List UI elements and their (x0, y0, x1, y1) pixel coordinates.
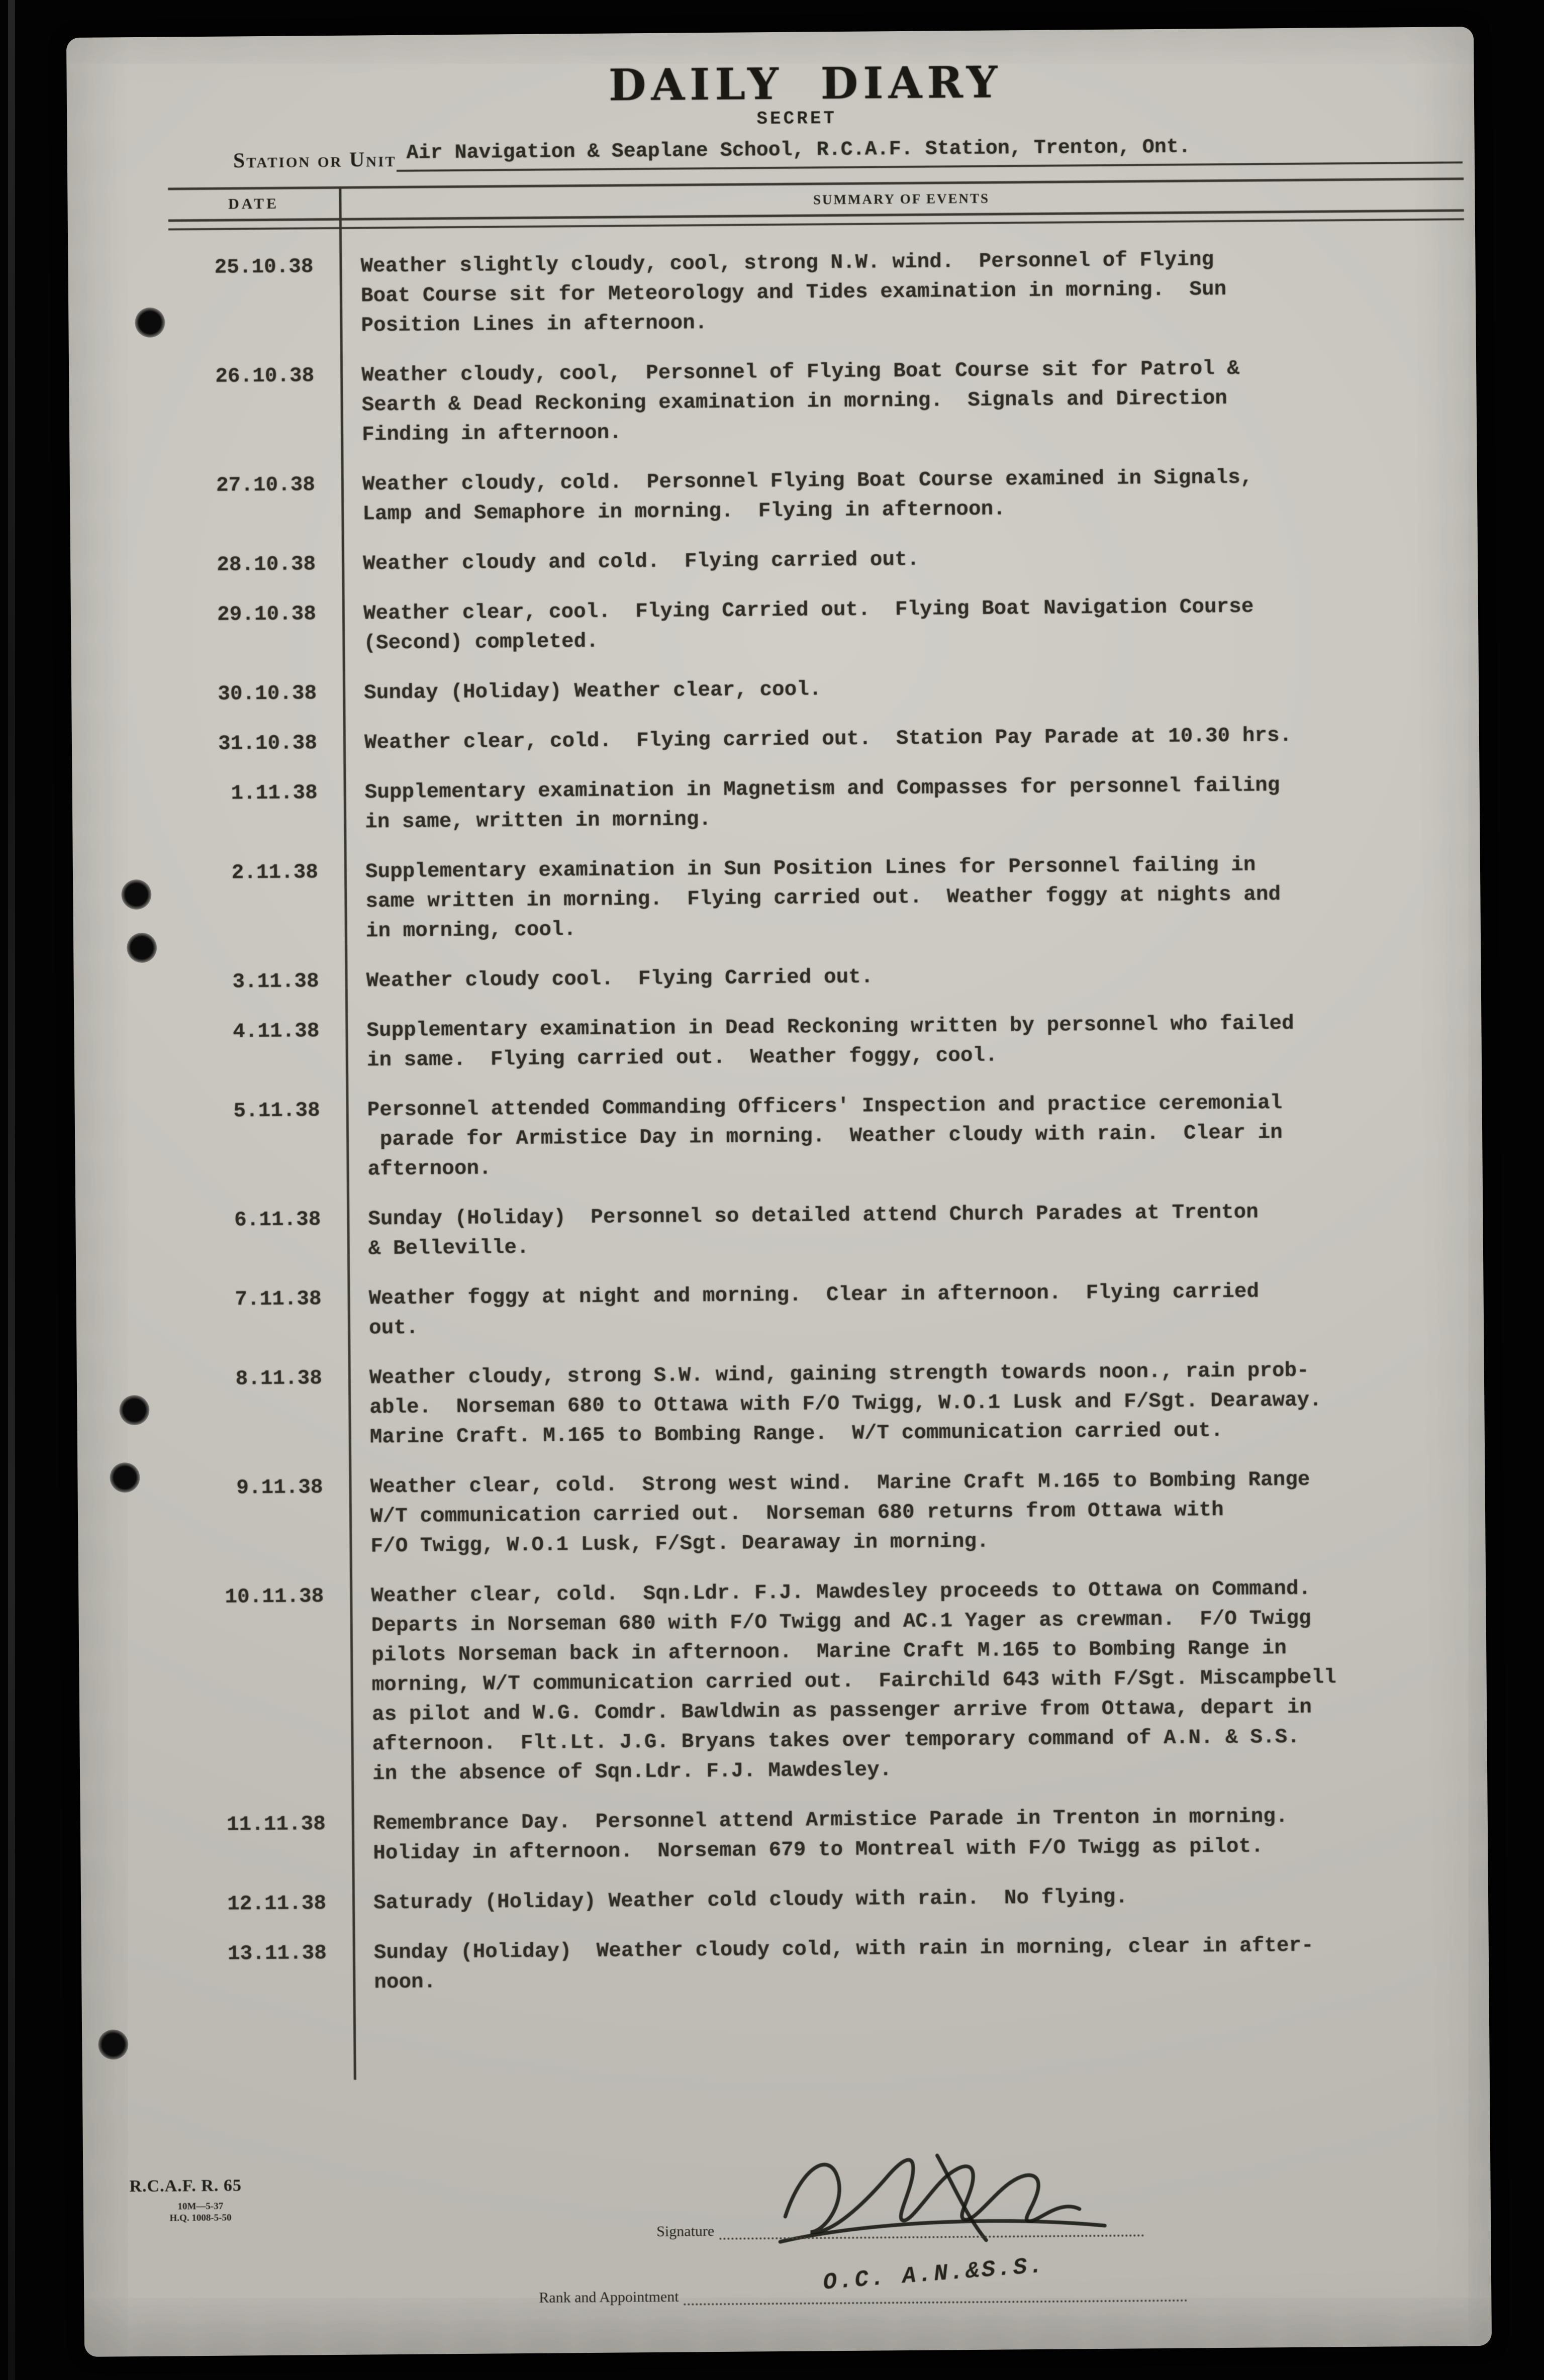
entry-summary: Weather clear, cold. Strong west wind. Marine Craft M.165 to Bombing Range W/T communication carried out. Norseman 680 returns from Ottawa with F/O Twigg, W.O.1 Lusk, F/Sgt. Dearaway in morning. (370, 1468, 1310, 1558)
entry-summary: Sunday (Holiday) Personnel so detailed attend Church Parades at Trenton & Belleville. (368, 1201, 1259, 1261)
scanner-edge-artifact (8, 0, 15, 2380)
station-or-unit-row (233, 133, 1463, 173)
entry-summary: Saturady (Holiday) Weather cold cloudy with rain. No flying. (373, 1886, 1128, 1915)
entry-date: 7.11.38 (235, 1287, 322, 1312)
rank-handwriting: O.C. A.N.&S.S. (822, 2252, 1046, 2296)
entry-summary: Weather clear, cool. Flying Carried out. Flying Boat Navigation Course (Second) completed. (363, 595, 1254, 655)
table-row (182, 1930, 1478, 1999)
entry-summary: Weather clear, cold. Flying carried out. Station Pay Parade at 10.30 hrs. (364, 724, 1292, 755)
table-row (181, 1801, 1477, 1870)
table-row (168, 243, 1465, 342)
entry-date: 27.10.38 (216, 473, 316, 498)
entry-date: 6.11.38 (234, 1208, 321, 1232)
table-row (175, 1087, 1471, 1186)
table-row (171, 590, 1468, 660)
diary-page (66, 27, 1492, 2357)
entry-summary: Sunday (Holiday) Weather cloudy cold, with rain in morning, clear in after- noon. (373, 1934, 1314, 1995)
entry-date: 13.11.38 (227, 1942, 327, 1966)
entry-summary: Personnel attended Commanding Officers' Inspection and practice ceremonial parade for Armistice Day in morning. Weather cloudy with rain. Clear in afternoon. (367, 1092, 1283, 1181)
signature-label: Signature (656, 2223, 715, 2240)
table-row (172, 670, 1468, 710)
entry-summary: Weather slightly cloudy, cool, strong N.W. wind. Personnel of Flying Boat Course sit for Meteorology and Tides examination in morning. Sun Position Lines in afternoon. (360, 248, 1227, 338)
station-label: Station or Unit (233, 148, 397, 173)
station-value: Air Navigation & Seaplane School, R.C.A.F. Station, Trenton, Ont. (396, 133, 1463, 172)
form-print-info (143, 2200, 258, 2224)
rank-row (539, 2285, 1187, 2307)
entry-date: 30.10.38 (218, 682, 317, 706)
entry-date: 28.10.38 (217, 553, 316, 577)
summary-column-header: SUMMARY OF EVENTS (813, 190, 990, 207)
table-row (171, 541, 1467, 580)
table-row (178, 1464, 1474, 1563)
diary-table (168, 177, 1479, 2081)
table-row (170, 461, 1467, 531)
entry-summary: Weather clear, cold. Sqn.Ldr. F.J. Mawdesley proceeds to Ottawa on Command. Departs in Norseman 680 with F/O Twigg and AC.1 Yager as crewman. F/O Twigg pilots Norseman back in afternoon. Marine Craft M.165 to Bombing Range in morning, W/T communication carried out. Fairchild 643 with F/Sgt. Miscampbell as pilot and W.G. Comdr. Bawldwin as passenger arrive from Ottawa, depart in afternoon. Flt.Lt. J.G. Bryans takes over temporary command of A.N. & S.S. in the absence of Sqn.Ldr. F.J. Mawdesley. (371, 1577, 1336, 1786)
table-row (173, 769, 1469, 839)
form-print-line2: H.Q. 1008-5-50 (169, 2212, 232, 2224)
entry-summary: Sunday (Holiday) Weather clear, cool. (364, 678, 822, 705)
entry-date: 4.11.38 (233, 1020, 320, 1044)
entry-date: 26.10.38 (215, 364, 315, 388)
table-row (173, 849, 1470, 948)
entry-date: 5.11.38 (233, 1099, 320, 1123)
entry-summary: Weather foggy at night and morning. Clear in afternoon. Flying carried out. (368, 1280, 1260, 1340)
signature-leader-line (719, 2219, 1144, 2240)
table-row (176, 1275, 1473, 1345)
entry-date: 3.11.38 (232, 970, 319, 994)
table-row (172, 720, 1468, 759)
table-row (174, 1008, 1471, 1077)
entry-summary: Weather cloudy, strong S.W. wind, gaining strength towards noon., rain prob- able. Norseman 680 to Ottawa with F/O Twigg, W.O.1 Lusk and F/Sgt. Dearaway. Marine Craft. M.165 to Bombing Range. W/T communication carried out. (369, 1359, 1322, 1449)
page-content (66, 27, 1492, 2357)
page-title: DAILY DIARY (608, 57, 1003, 111)
rank-leader-line (684, 2285, 1187, 2306)
table-row (176, 1196, 1472, 1265)
document-header (66, 27, 1475, 174)
entry-summary: Supplementary examination in Magnetism and Compasses for personnel failing in same, written in morning. (364, 774, 1280, 834)
form-footer (83, 2127, 1492, 2354)
entry-date: 12.11.38 (227, 1892, 327, 1916)
rank-label: Rank and Appointment (539, 2288, 679, 2306)
entry-date: 25.10.38 (214, 255, 314, 279)
table-row (177, 1355, 1474, 1454)
table-row (179, 1573, 1476, 1791)
date-column-header: DATE (228, 195, 279, 213)
classification-stamp: SECRET (756, 108, 837, 130)
entry-summary: Weather cloudy, cold. Personnel Flying Boat Course examined in Signals, Lamp and Semaphore in morning. Flying in afternoon. (362, 466, 1253, 526)
entry-summary: Weather cloudy cool. Flying Carried out. (366, 965, 874, 993)
entry-date: 11.11.38 (226, 1813, 326, 1837)
table-row (169, 352, 1466, 451)
entry-summary: Supplementary examination in Sun Position Lines for Personnel failing in same written in morning. Flying carried out. Weather foggy at nights and in morning, cool. (365, 853, 1281, 943)
entry-date: 29.10.38 (217, 603, 317, 627)
table-body (168, 220, 1478, 1999)
table-row (181, 1880, 1477, 1920)
entry-summary: Weather cloudy, cool, Personnel of Flying Boat Course sit for Patrol & Searth & Dead Reckoning examination in morning. Signals and Direction Finding in afternoon. (361, 357, 1240, 447)
entry-summary: Remembrance Day. Personnel attend Armistice Parade in Trenton in morning. Holiday in afternoon. Norseman 679 to Montreal with F/O Twigg as pilot. (372, 1805, 1288, 1865)
entry-summary: Weather cloudy and cold. Flying carried out. (362, 548, 920, 576)
entry-date: 1.11.38 (231, 781, 318, 806)
form-number: R.C.A.F. R. 65 (129, 2176, 242, 2196)
entry-date: 9.11.38 (236, 1476, 323, 1500)
table-row (174, 958, 1470, 998)
form-print-line1: 10M—5-37 (177, 2201, 224, 2212)
entry-date: 31.10.38 (218, 732, 318, 756)
entry-date: 8.11.38 (235, 1367, 323, 1391)
entry-summary: Supplementary examination in Dead Reckoning written by personnel who failed in same. Flying carried out. Weather foggy, cool. (366, 1012, 1294, 1072)
entry-date: 10.11.38 (225, 1585, 324, 1609)
entry-date: 2.11.38 (231, 861, 319, 885)
